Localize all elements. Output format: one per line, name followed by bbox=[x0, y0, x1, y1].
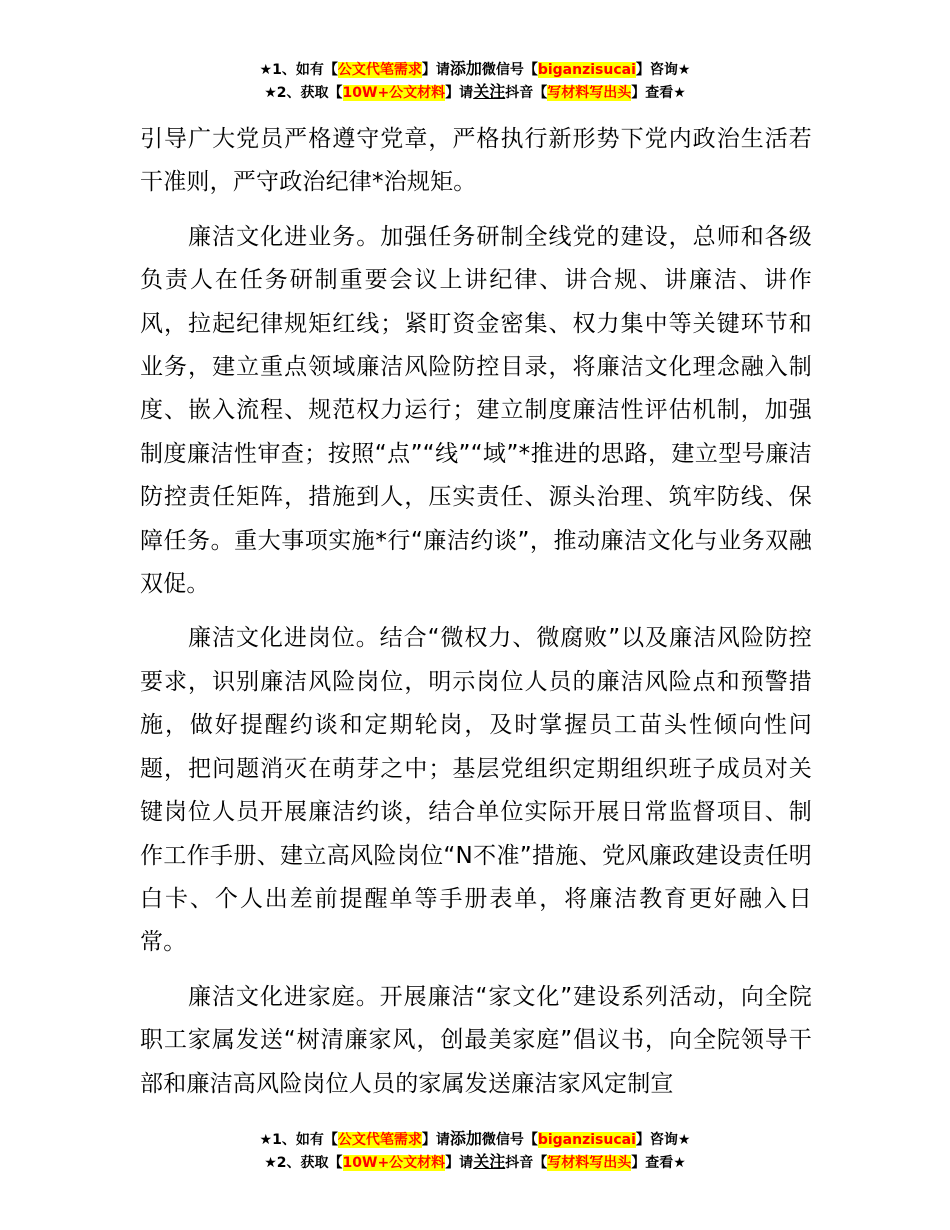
banner-text: 】咨询★ bbox=[635, 62, 691, 78]
banner-emphasis: 关注 bbox=[473, 82, 506, 101]
banner-text: 】请 bbox=[445, 85, 474, 101]
banner-emphasis: 添加 bbox=[449, 1129, 482, 1148]
document-body bbox=[140, 118, 812, 1117]
top-banner bbox=[0, 58, 950, 104]
banner-text: 】请 bbox=[445, 1155, 474, 1171]
banner-text: ★1、如有【 bbox=[259, 62, 338, 78]
banner-emphasis: 添加 bbox=[449, 59, 482, 78]
banner-highlight: 写材料写出头 bbox=[547, 85, 632, 101]
banner-highlight: biganzisucai bbox=[537, 1132, 636, 1148]
banner-text: ★1、如有【 bbox=[259, 1132, 338, 1148]
banner-text: 】咨询★ bbox=[635, 1132, 691, 1148]
banner-line-2 bbox=[0, 1151, 950, 1174]
paragraph: 廉洁文化进家庭。开展廉洁“家文化”建设系列活动，向全院职工家属发送“树清廉家风，创最美家庭”倡议书，向全院领导干部和廉洁高风险岗位人员的家属发送廉洁家风定制宣 bbox=[140, 983, 812, 1097]
banner-text: 】查看★ bbox=[631, 85, 686, 101]
banner-text: 微信号【 bbox=[481, 1132, 538, 1148]
paragraph: 引导广大党员严格遵守党章，严格执行新形势下党内政治生活若干准则，严守政治纪律*治规矩。 bbox=[140, 126, 812, 196]
banner-line-2 bbox=[0, 81, 950, 104]
banner-highlight: 写材料写出头 bbox=[547, 1155, 632, 1171]
banner-text: 抖音【 bbox=[505, 85, 548, 101]
paragraph: 廉洁文化进岗位。结合“微权力、微腐败”以及廉洁风险防控要求，识别廉洁风险岗位，明示岗位人员的廉洁风险点和预警措施，做好提醒约谈和定期轮岗，及时掌握员工苗头性倾向性问题，把问题消灭在萌芽之中；基层党组织定期组织班子成员对关键岗位人员开展廉洁约谈，结合单位实际开展日常监督项目、制作工作手册、建立高风险岗位“N不准”措施、党风廉政建设责任明白卡、个人出差前提醒单等手册表单，将廉洁教育更好融入日常。 bbox=[140, 625, 812, 956]
paragraph: 廉洁文化进业务。加强任务研制全线党的建设，总师和各级负责人在任务研制重要会议上讲纪律、讲合规、讲廉洁、讲作风，拉起纪律规矩红线；紧盯资金密集、权力集中等关键环节和业务，建立重点领域廉洁风险防控目录，将廉洁文化理念融入制度、嵌入流程、规范权力运行；建立制度廉洁性评估机制，加强制度廉洁性审查；按照“点”“线”“域”*推进的思路，建立型号廉洁防控责任矩阵，措施到人，压实责任、源头治理、筑牢防线、保障任务。重大事项实施*行“廉洁约谈”，推动廉洁文化与业务双融双促。 bbox=[140, 223, 812, 598]
banner-text: ★2、获取【 bbox=[264, 1155, 343, 1171]
banner-text: ★2、获取【 bbox=[264, 85, 343, 101]
banner-highlight: 10W+公文材料 bbox=[342, 1155, 446, 1171]
banner-text: 抖音【 bbox=[505, 1155, 548, 1171]
banner-highlight: 公文代笔需求 bbox=[337, 1132, 422, 1148]
banner-highlight: 公文代笔需求 bbox=[337, 62, 422, 78]
banner-emphasis: 关注 bbox=[473, 1152, 506, 1171]
bottom-banner bbox=[0, 1128, 950, 1174]
banner-highlight: biganzisucai bbox=[537, 62, 636, 78]
banner-text: 】查看★ bbox=[631, 1155, 686, 1171]
banner-text: 】请 bbox=[421, 1132, 450, 1148]
banner-highlight: 10W+公文材料 bbox=[342, 85, 446, 101]
banner-text: 微信号【 bbox=[481, 62, 538, 78]
banner-line-1 bbox=[0, 58, 950, 81]
banner-text: 】请 bbox=[421, 62, 450, 78]
banner-line-1 bbox=[0, 1128, 950, 1151]
